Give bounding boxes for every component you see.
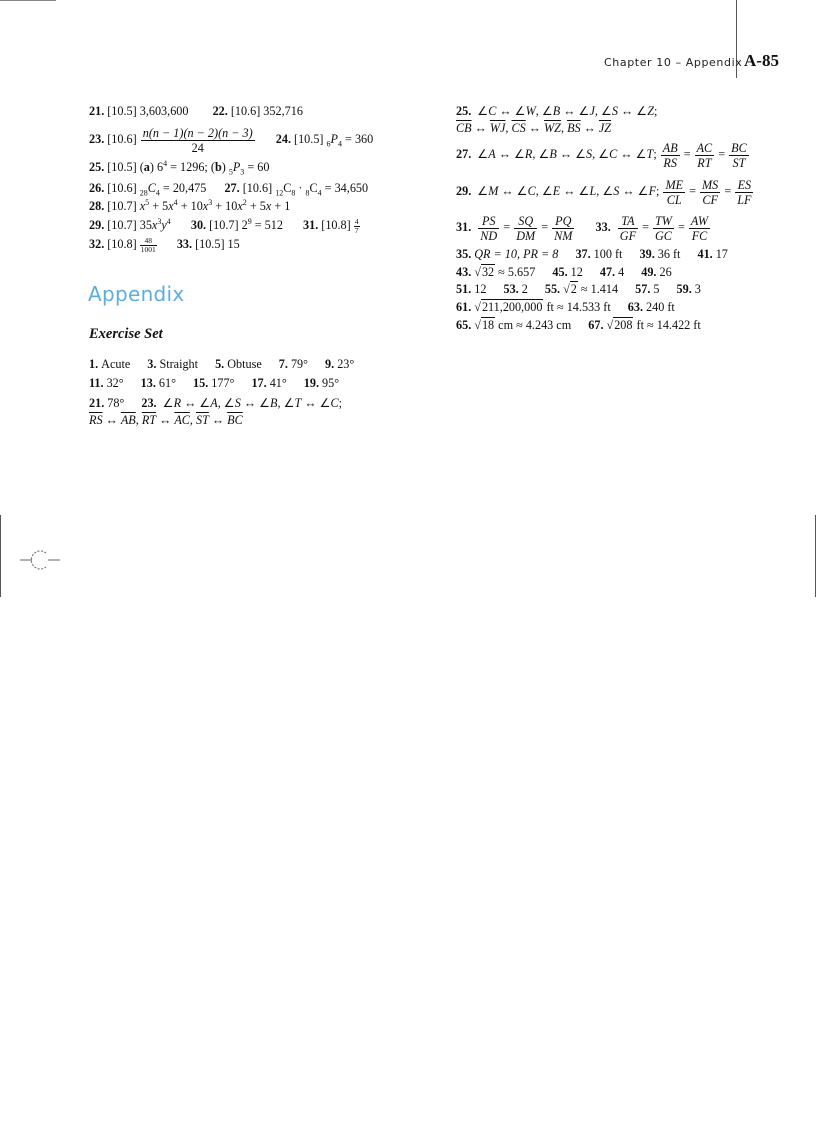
answer-line-23-cont: $\overline{RS}$ ↔ $\overline{AB}$, $\overline{RT}$ ↔ $\overline{AC}$, $\overline{ST}$ ↔ $\overline{BC}$ (89, 413, 243, 427)
answer-line-r65-67: 65. √18 cm ≈ 4.243 cm 67. √208 ft ≈ 14.422 ft (456, 318, 701, 332)
answer-line-1-9: 1. Acute 3. Straight 5. Obtuse 7. 79° 9. 23° (89, 357, 355, 371)
answer-line-26-27: 26. [10.6] $_{28}C_4 = 20,475$ 27. [10.6] $_{12}C_8 \cdot _8C_4 = 34,650$ (89, 181, 369, 198)
answer-line-r25-cont: $\overline{CB}$ ↔ $\overline{WJ}$, $\overline{CS}$ ↔ $\overline{WZ}$, $\overline{BS}$ ↔ $\overline{JZ}$ (456, 121, 612, 135)
crop-mark-left-edge (0, 515, 1, 597)
section-subtitle: Exercise Set (89, 326, 163, 342)
running-header: Chapter 10 – Appendix (604, 56, 743, 69)
answer-line-21-22: 21. [10.5] 3,603,600 22. [10.6] 352,716 (89, 104, 303, 118)
crop-mark-top-left (0, 0, 56, 1)
answer-line-r35-41: 35. QR = 10, PR = 8 37. 100 ft 39. 36 ft 41. 17 (456, 247, 728, 261)
section-title: Appendix (88, 282, 185, 306)
registration-mark-icon (18, 548, 62, 572)
answer-line-11-19: 11. 32° 13. 61° 15. 177° 17. 41° 19. 95° (89, 376, 340, 390)
answer-line-r29: 29. ∠M ↔ ∠C, ∠E ↔ ∠L, ∠S ↔ ∠F; $\frac{ME}{CL}$ = $\frac{MS}{CF}$ = $\frac{ES}{LF}$ (456, 177, 752, 207)
answer-line-32-33: 32. [10.8] $\frac{48}{1001}$ 33. [10.5] 15 (89, 235, 240, 254)
answer-line-21-23: 21. 78° 23. ∠R ↔ ∠A, ∠S ↔ ∠B, ∠T ↔ ∠C; (89, 396, 343, 410)
answer-line-r25: 25. ∠C ↔ ∠W, ∠B ↔ ∠J, ∠S ↔ ∠Z; (456, 104, 658, 118)
answer-line-r43-49: 43. √32 ≈ 5.657 45. 12 47. 4 49. 26 (456, 265, 672, 279)
answer-line-25: 25. [10.5] (a) $6^4 = 1296$; (b) $_5P_3 = 60$ (89, 158, 270, 177)
fraction-23: $\frac{n(n - 1)(n - 2)(n - 3)}{24}$ (142, 125, 253, 155)
answer-line-29-31: 29. [10.7] $35x^3y^4$ 30. [10.7] $2^9 = 512$ 31. [10.8] $\frac{4}{7}$ (89, 216, 359, 235)
answer-line-23-24: 23. [10.6] $\frac{n(n - 1)(n - 2)(n - 3)}{24}$ 24. [10.5] $_6P_4 = 360$ (89, 125, 374, 155)
answer-line-r61-63: 61. √211,200,000 ft ≈ 14.533 ft 63. 240 ft (456, 300, 675, 314)
answer-line-r31-33: 31. $\frac{PS}{ND}$ = $\frac{SQ}{DM}$ = $\frac{PQ}{NM}$ 33. $\frac{TA}{GF}$ = $\frac{TW}{GC}$ = $\frac{AW}{FC}$ (456, 213, 709, 243)
answer-line-r27: 27. ∠A ↔ ∠R, ∠B ↔ ∠S, ∠C ↔ ∠T; $\frac{AB}{RS}$ = $\frac{AC}{RT}$ = $\frac{BC}{ST}$ (456, 140, 747, 170)
page-number: A-85 (744, 51, 779, 70)
answer-line-r51-59: 51. 12 53. 2 55. √2 ≈ 1.414 57. 5 59. 3 (456, 282, 701, 296)
answer-line-28: 28. [10.7] $x^5 + 5x^4 + 10x^3 + 10x^2 + 5x + 1$ (89, 197, 291, 213)
